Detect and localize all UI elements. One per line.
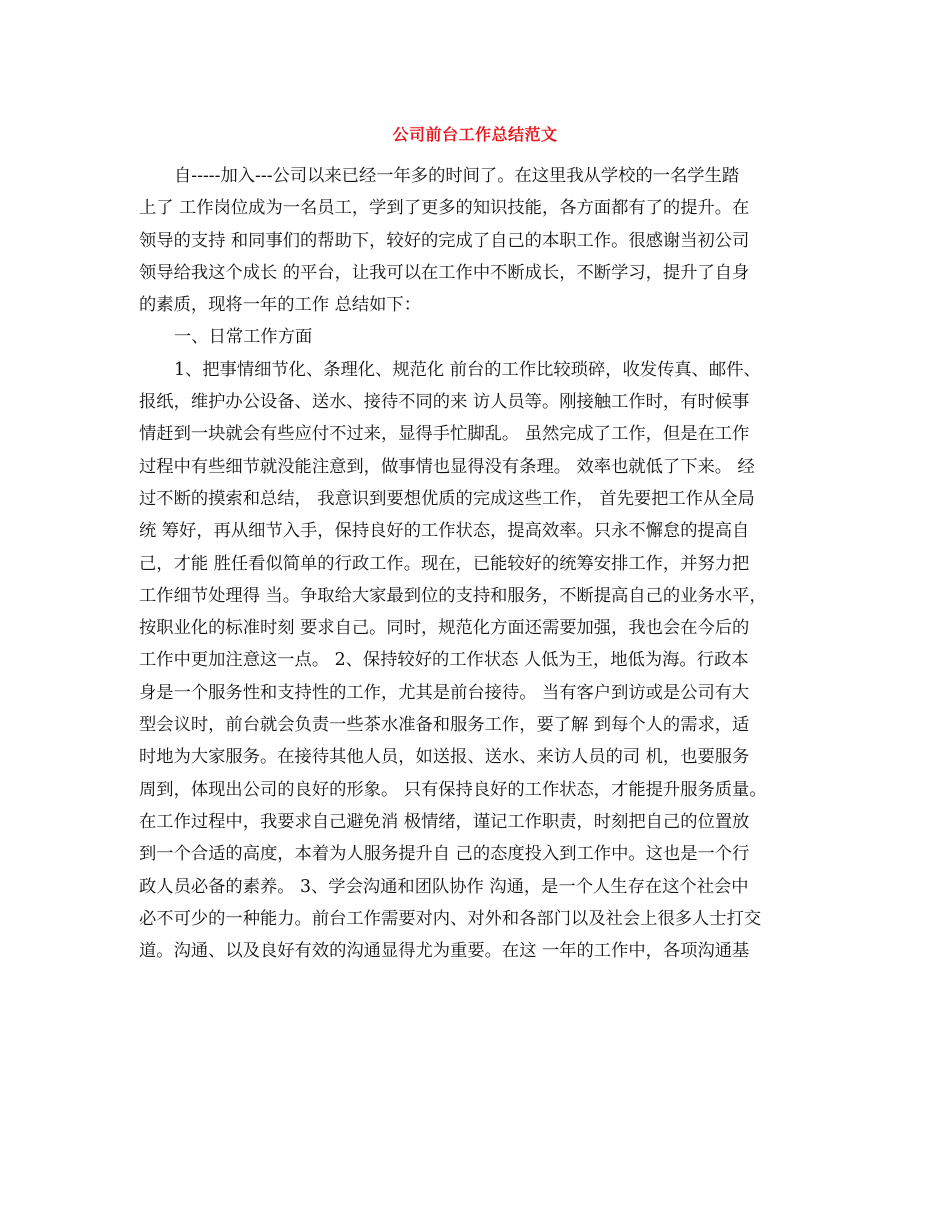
paragraph-line: 政人员必备的素养。 3、学会沟通和团队协作 沟通，是一个人生存在这个社会中 (139, 876, 749, 897)
paragraph-line: 型会议时，前台就会负责一些茶水准备和服务工作，要了解 到每个人的需求，适 (139, 715, 750, 736)
paragraph-line: 情赶到一块就会有些应付不过来，显得手忙脚乱。 虽然完成了工作，但是在工作 (139, 424, 750, 445)
paragraph-line: 己，才能 胜任看似简单的行政工作。现在，已能较好的统筹安排工作，并努力把 (139, 553, 750, 574)
paragraph-line: 工作中更加注意这一点。 2、保持较好的工作状态 人低为王，地低为海。行政本 (139, 650, 749, 671)
paragraph-line: 道。沟通、以及良好有效的沟通显得尤为重要。在这 一年的工作中，各项沟通基 (139, 941, 750, 962)
paragraph-line: 统 筹好，再从细节入手，保持良好的工作状态，提高效率。只永不懈怠的提高自 (139, 521, 750, 542)
paragraph-line: 1、把事情细节化、条理化、规范化 前台的工作比较琐碎，收发传真、邮件、 (174, 359, 761, 380)
section-heading: 一、日常工作方面 (174, 327, 313, 348)
paragraph-line: 时地为大家服务。在接待其他人员，如送报、送水、来访人员的司 机，也要服务 (139, 747, 750, 768)
paragraph-line: 工作细节处理得 当。争取给大家最到位的支持和服务，不断提高自己的业务水平， (139, 585, 767, 606)
paragraph-line: 的素质，现将一年的工作 总结如下： (139, 295, 421, 316)
paragraph-line: 过不断的摸索和总结， 我意识到要想优质的完成这些工作， 首先要把工作从全局 (139, 488, 755, 509)
paragraph-line: 过程中有些细节就没能注意到，做事情也显得没有条理。 效率也就低了下来。 经 (139, 456, 755, 477)
paragraph-line: 按职业化的标准时刻 要求自己。同时，规范化方面还需要加强，我也会在今后的 (139, 618, 750, 639)
paragraph-line: 报纸，维护办公设备、送水、接待不同的来 访人员等。刚接触工作时，有时候事 (139, 392, 750, 413)
paragraph-line: 周到，体现出公司的良好的形象。 只有保持良好的工作状态，才能提升服务质量。 (139, 779, 767, 800)
paragraph-line: 身是一个服务性和支持性的工作，尤其是前台接待。 当有客户到访或是公司有大 (139, 682, 750, 703)
paragraph-line: 到一个合适的高度，本着为人服务提升自 己的态度投入到工作中。这也是一个行 (139, 844, 750, 865)
paragraph-line: 领导的支持 和同事们的帮助下，较好的完成了自己的本职工作。很感谢当初公司 (139, 230, 750, 251)
document-title: 公司前台工作总结范文 (392, 125, 558, 144)
paragraph-line: 必不可少的一种能力。前台工作需要对内、对外和各部门以及社会上很多人士打交 (139, 908, 762, 929)
paragraph-line: 在工作过程中，我要求自己避免消 极情绪，谨记工作职责，时刻把自己的位置放 (139, 811, 750, 832)
document-body (139, 160, 819, 967)
paragraph-line: 上了 工作岗位成为一名员工，学到了更多的知识技能，各方面都有了的提升。在 (139, 198, 750, 219)
paragraph-line: 领导给我这个成长 的平台，让我可以在工作中不断成长，不断学习，提升了自身 (139, 262, 750, 283)
paragraph-line: 自-----加入---公司以来已经一年多的时间了。在这里我从学校的一名学生踏 (174, 166, 740, 186)
